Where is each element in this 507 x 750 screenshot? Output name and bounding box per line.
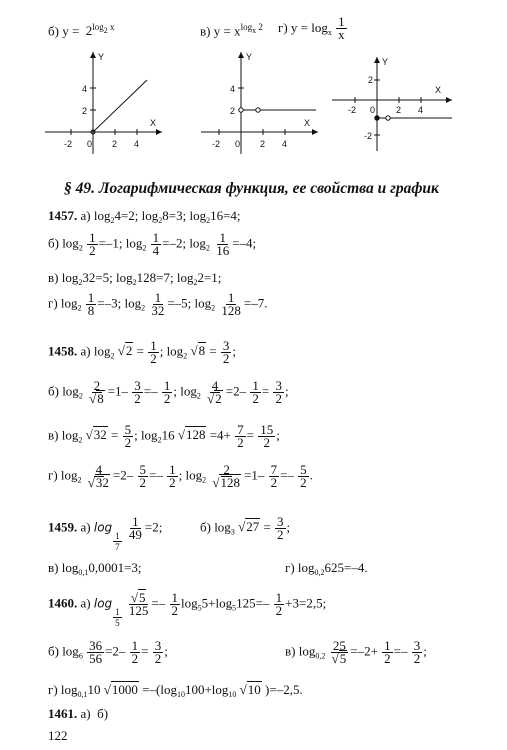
x-axis-label: X [435, 85, 442, 95]
problem-1461: 1461. а) б) [48, 706, 109, 721]
x-tick: 0 [235, 139, 241, 149]
x-tick: 2 [396, 105, 402, 115]
problem-1458-b: б) $\log_2$ $\frac{2}{√8}$ =1– $\frac{3}{2}$ =– $\frac{1}{2}$ ; $\log_2$ $\frac{4}{√2}$ =2– $\frac{1}{2}$ = $\frac{3}{2}$ ; [48, 378, 289, 406]
x-tick: 4 [282, 139, 288, 149]
y-axis-label: Y [98, 52, 105, 62]
y-tick: 4 [230, 84, 236, 94]
problem-1458-v: в) $\log_2 √32$ = $\frac{5}{2}$ ; $\log_216$ √128 =4+ $\frac{7}{2}$ = $\frac{15}{2}$ ; [48, 422, 280, 450]
x-tick: -2 [348, 105, 357, 115]
problem-1458-a: 1458. а) $\log_2 √2$ = $\frac{1}{2}$ ; $\log_2 √8$ = $\frac{3}{2}$ ; [48, 338, 237, 366]
problem-1459-a: 1459. а) log $\frac{1}{7}$ $\frac{1}{49}$ =2; [48, 514, 163, 553]
problem-1459-g: г) $\log_{0,2}625=-4$. [285, 560, 368, 577]
problem-1457-v: в) $\log_232=5$; $\log_2128=7$; $\log_22=1$; [48, 270, 222, 287]
x-tick: 4 [134, 139, 140, 149]
func-label-g: г) $y = \log_x$ $\frac{1}{x}$ [278, 14, 345, 42]
y-axis-label: Y [246, 52, 253, 62]
x-tick: -2 [64, 139, 73, 149]
graph-v [196, 48, 321, 158]
y-tick: 2 [230, 106, 236, 116]
graph-g [330, 55, 455, 155]
problem-1460-v: в) $\log_{0,2}$ $\frac{25}{√5}$ =–2+ $\frac{1}{2}$ =– $\frac{3}{2}$ ; [285, 638, 427, 666]
section-title: § 49. Логарифмическая функция, ее свойства и график [64, 180, 439, 197]
y-tick: 4 [82, 84, 88, 94]
x-tick: -2 [212, 139, 221, 149]
problem-1459-v: в) $\log_{0,1}0,0001=3$; [48, 560, 142, 577]
y-tick: -2 [364, 131, 373, 141]
x-tick: 0 [87, 139, 93, 149]
y-axis-label: Y [382, 57, 389, 67]
y-tick: 2 [368, 75, 374, 85]
problem-1460-b: б) $\log_6$ $\frac{36}{56}$ =2– $\frac{1}{2}$ = $\frac{3}{2}$ ; [48, 638, 168, 666]
problem-1460-g: г) $\log_{0,1}10$ $√1000 =-(\log_{10}100+\log_{10}$ √10 )=–2,5. [48, 682, 303, 699]
y-tick: 2 [82, 106, 88, 116]
page-number: 122 [48, 728, 68, 743]
x-axis-label: X [150, 118, 157, 128]
problem-1457-g: г) $\log_2$ $\frac{1}{8}$ =–3; $\log_2$ $\frac{1}{32}$ =–5; $\log_2$ $\frac{1}{128}$ =–7. [48, 290, 268, 318]
problem-1458-g: г) $\log_2$ $\frac{4}{√32}$ =2– $\frac{5}{2}$ =– $\frac{1}{2}$ ; $\log_2$ $\frac{2}{√128}$ =1– $\frac{7}{2}$ =– $\frac{5}{2}$ . [48, 462, 313, 490]
x-tick: 2 [112, 139, 118, 149]
problem-1457-a: 1457. а) $\log_24=2$; $\log_28=3$; $\log_216=4$; [48, 208, 241, 225]
x-tick: 2 [260, 139, 266, 149]
func-label-b: б) $y = 2^{log_2 x}$ [48, 22, 115, 39]
x-tick: 0 [370, 105, 376, 115]
func-label-v: в) $y = x^{log_x 2}$ [200, 22, 263, 39]
problem-1459-b: б) $\log_3 √27$ = $\frac{3}{2}$ ; [200, 514, 291, 542]
x-axis-label: X [304, 118, 311, 128]
x-tick: 4 [418, 105, 424, 115]
graph-b [40, 48, 165, 158]
problem-1460-a: 1460. а) log $\frac{1}{5}$ $\frac{√5}{125}$ =– $\frac{1}{2}$ $\log_55+\log_5125=-$ $\frac{1}{2}$ +3=2,5; [48, 590, 327, 629]
problem-1457-b: б) $\log_2$ $\frac{1}{2}$ =–1; $\log_2$ $\frac{1}{4}$ =–2; $\log_2$ $\frac{1}{16}$ =–4; [48, 230, 257, 258]
